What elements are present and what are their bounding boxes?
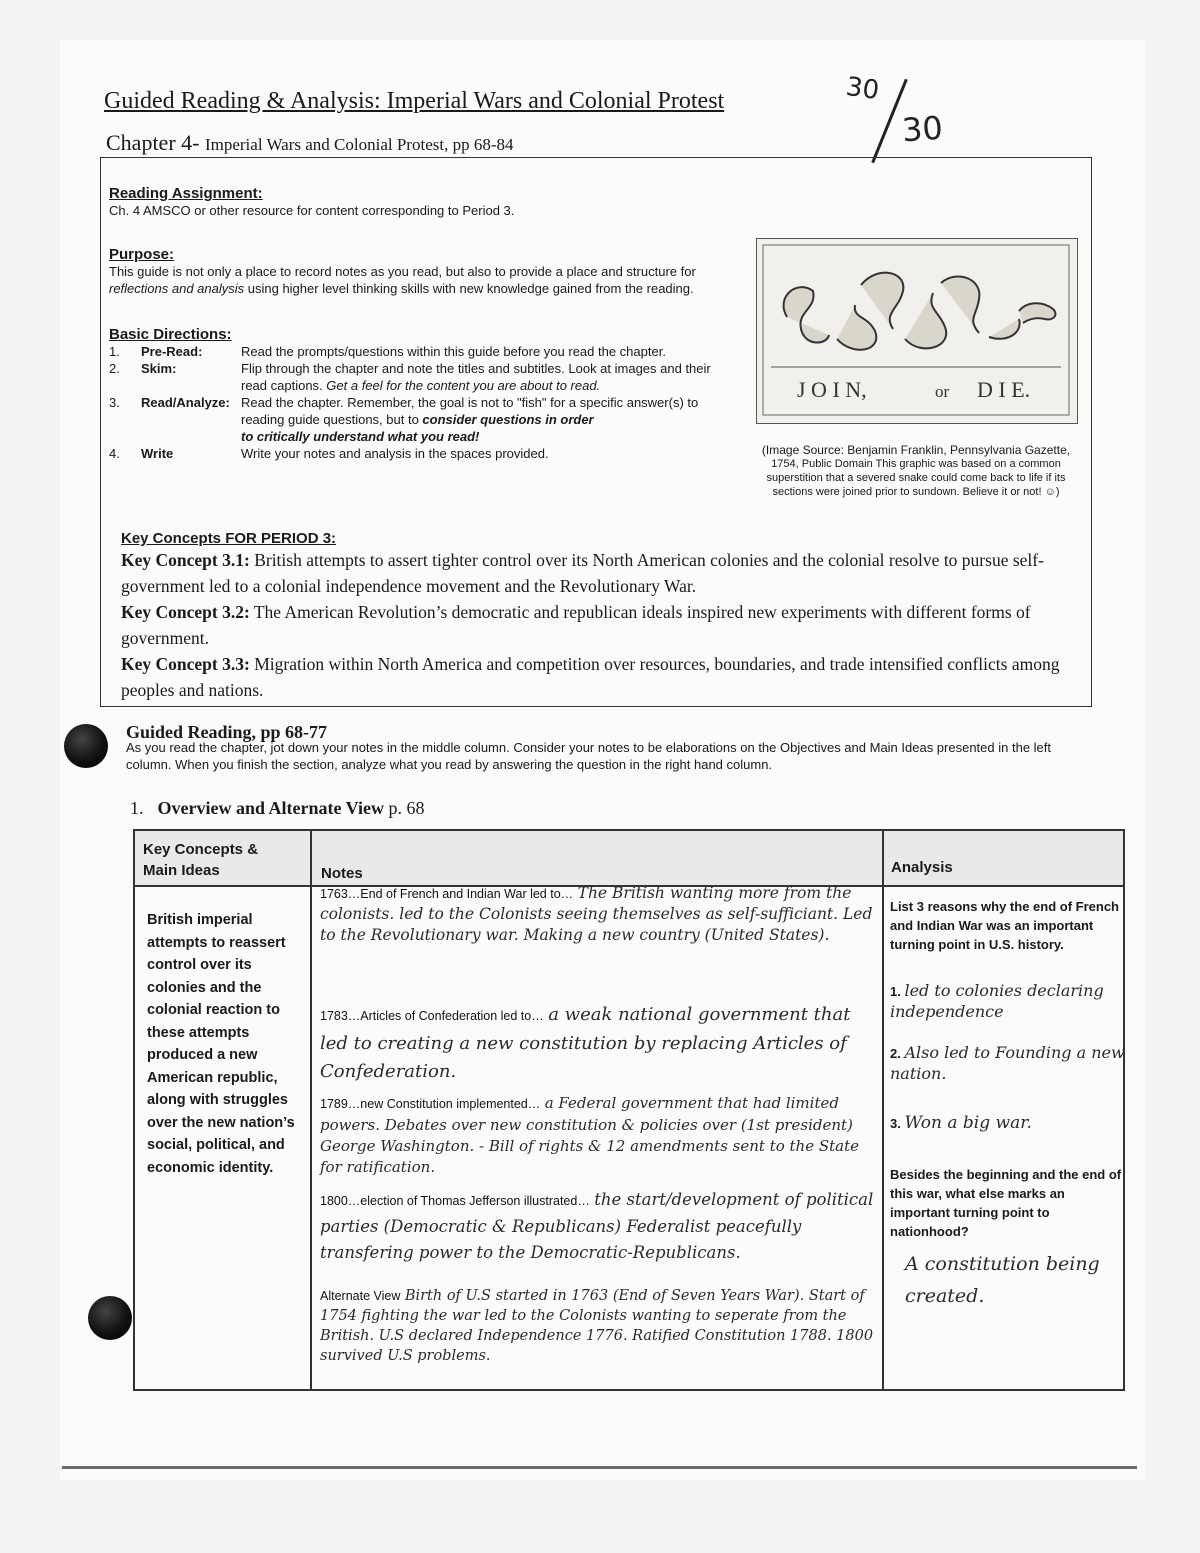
analysis-answer-3[interactable] xyxy=(890,1113,1125,1134)
note-prompt: 1789…new Constitution implemented… xyxy=(320,1097,541,1111)
chapter-lead: Chapter 4- xyxy=(106,130,200,155)
analysis-answer-4[interactable] xyxy=(905,1249,1115,1313)
analysis-answer-2[interactable] xyxy=(890,1043,1125,1085)
motto-join: J O I N, xyxy=(797,377,867,402)
snake-segments xyxy=(784,273,1056,350)
direction-number: 1. xyxy=(109,344,120,359)
caption-line: 1754, Public Domain This graphic was based on a common xyxy=(771,458,1061,470)
purpose-line-2-rest: using higher level thinking skills with new knowledge gained from the reading. xyxy=(244,281,694,296)
caption-line: superstition that a severed snake could come back to life if its xyxy=(766,472,1066,484)
direction-text-line: Read the chapter. Remember, the goal is not to "fish" for a specific answer(s) to xyxy=(241,395,699,410)
handwritten-note: a weak national government that led to creating a new constitution by replacing Articles of Confederation. xyxy=(320,1004,851,1082)
score-numerator: 30 xyxy=(844,71,882,107)
purpose-heading: Purpose: xyxy=(109,246,175,263)
key-concept-item xyxy=(121,547,1071,599)
key-concept-label: Key Concept 3.1: xyxy=(121,550,250,570)
key-concept-label: Key Concept 3.3: xyxy=(121,654,250,674)
motto-or: or xyxy=(935,382,950,401)
note-1789[interactable] xyxy=(320,1093,880,1178)
handwritten-note: Birth of U.S started in 1763 (End of Seven Years War). Start of 1754 fighting the war led to the Colonists wanting to seperate from the British. U.S declared Independence 1776. Ratified Constitution 1788. 1800 survived U.S problems. xyxy=(320,1288,874,1364)
guided-reading-heading: Guided Reading, pp 68-77 xyxy=(126,722,328,742)
instructions-box xyxy=(100,157,1092,707)
key-concept-item xyxy=(121,599,1071,651)
direction-text: Read the prompts/questions within this guide before you read the chapter. xyxy=(241,344,666,359)
direction-text xyxy=(241,394,749,445)
reading-assignment-heading: Reading Assignment: xyxy=(109,185,263,202)
direction-key: Write xyxy=(141,446,174,461)
analysis-question-2: Besides the beginning and the end of this war, what else marks an important turning point to nationhood? xyxy=(890,1167,1122,1239)
direction-number: 2. xyxy=(109,361,120,376)
main-idea-cell: British imperial attempts to reassert control over its colonies and the colonial reaction to these attempts produced a new American republic, along with struggles over the new nation’s social, political, and economic identity. xyxy=(147,912,295,1176)
analysis-question-1: List 3 reasons why the end of French and Indian War was an important turning point in U.S. history. xyxy=(890,899,1119,952)
column-divider xyxy=(310,831,312,1389)
section-heading xyxy=(130,798,424,819)
handwritten-answer: Also led to Founding a new nation. xyxy=(890,1043,1125,1083)
direction-item xyxy=(109,360,749,394)
chapter-subtitle xyxy=(106,130,513,156)
answer-number: 2. xyxy=(890,1046,901,1061)
score-denominator: 30 xyxy=(900,108,944,150)
chapter-rest: Imperial Wars and Colonial Protest, pp 68-84 xyxy=(204,135,514,154)
section-pages: p. 68 xyxy=(388,798,425,818)
image-caption xyxy=(756,443,1076,499)
direction-item xyxy=(109,343,749,360)
purpose-line-2 xyxy=(109,280,729,297)
key-concepts-section xyxy=(121,530,1071,703)
direction-number: 4. xyxy=(109,446,120,461)
page-edge xyxy=(62,1466,1137,1469)
column-divider xyxy=(882,831,884,1389)
handwritten-answer: A constitution being created. xyxy=(905,1253,1100,1307)
handwritten-score xyxy=(840,70,980,170)
header-analysis: Analysis xyxy=(891,859,953,876)
basic-directions xyxy=(109,326,749,462)
guided-reading-intro: As you read the chapter, jot down your notes in the middle column. Consider your notes to be elaborations on the Objectives and Main Ideas presented in the left column. When you finish the section, analyze what you read by answering the question in the right hand column. xyxy=(126,740,1051,772)
snake-illustration xyxy=(757,239,1075,421)
handwritten-answer: Won a big war. xyxy=(904,1113,1032,1133)
note-alternate-view[interactable] xyxy=(320,1286,880,1366)
handwritten-answer: led to colonies declaring independence xyxy=(890,981,1104,1021)
direction-key: Read/Analyze: xyxy=(141,395,230,410)
analysis-answer-1[interactable] xyxy=(890,981,1125,1023)
direction-emphasis: consider questions in order xyxy=(422,412,594,427)
caption-line: (Image Source: Benjamin Franklin, Pennsylvania Gazette, xyxy=(761,443,1071,457)
note-1783[interactable] xyxy=(320,1001,880,1086)
key-concept-text: The American Revolution’s democratic and republican ideals inspired new experiments with different forms of government. xyxy=(121,602,1031,648)
note-1763[interactable] xyxy=(320,883,880,946)
motto-die: D I E. xyxy=(977,377,1031,402)
reading-assignment xyxy=(109,185,709,219)
binder-hole-top xyxy=(64,724,108,768)
answer-number: 1. xyxy=(890,984,901,999)
direction-text-line: Flip through the chapter and note the titles and subtitles. Look at images and their xyxy=(241,361,711,376)
notes-table xyxy=(133,829,1125,1391)
key-concept-text: British attempts to assert tighter control over its North American colonies and the colonial resolve to pursue self-government led to a colonial independence movement and the Revolutionary War. xyxy=(121,550,1044,596)
worksheet-title: Guided Reading & Analysis: Imperial Wars and Colonial Protest xyxy=(104,88,725,114)
handwritten-note: The British wanting more from the colonists. led to the Colonists seeing themselves as self-sufficiant. Led to the Revolutionary war. Making a new country (United States). xyxy=(320,884,873,944)
direction-emphasis: to critically understand what you read! xyxy=(241,429,480,444)
header-key-concepts xyxy=(143,839,258,881)
caption-line: sections were joined prior to sundown. Believe it or not! ☺) xyxy=(772,486,1060,498)
note-prompt: Alternate View xyxy=(320,1289,401,1303)
note-prompt: 1800…election of Thomas Jefferson illustrated… xyxy=(320,1194,590,1208)
basic-directions-heading: Basic Directions: xyxy=(109,326,232,343)
key-concept-text: Migration within North America and competition over resources, boundaries, and trade intensified conflicts among peoples and nations. xyxy=(121,654,1060,700)
reading-assignment-text: Ch. 4 AMSCO or other resource for content corresponding to Period 3. xyxy=(109,203,515,218)
note-prompt: 1783…Articles of Confederation led to… xyxy=(320,1009,544,1023)
direction-text: Write your notes and analysis in the spaces provided. xyxy=(241,446,549,461)
key-concepts-heading: Key Concepts FOR PERIOD 3: xyxy=(121,530,337,547)
join-or-die-image xyxy=(756,238,1078,424)
header-key-line: Main Ideas xyxy=(143,862,220,879)
direction-text xyxy=(241,360,749,394)
direction-item xyxy=(109,394,749,445)
answer-number: 3. xyxy=(890,1116,901,1131)
handwritten-note: the start/development of political parties (Democratic & Republicans) Federalist peacefully transfering power to the Democratic-Republicans. xyxy=(320,1190,874,1262)
direction-number: 3. xyxy=(109,395,120,410)
direction-text-line: read captions. xyxy=(241,378,327,393)
purpose-emphasis: reflections and analysis xyxy=(109,281,245,296)
direction-text-line: reading guide questions, but to xyxy=(241,412,423,427)
header-notes: Notes xyxy=(321,865,363,882)
section-title: Overview and Alternate View xyxy=(157,798,384,818)
note-1800[interactable] xyxy=(320,1187,880,1266)
direction-key: Skim: xyxy=(141,361,177,376)
purpose-line-1: This guide is not only a place to record notes as you read, but also to provide a place and structure for xyxy=(109,264,696,279)
key-concept-item xyxy=(121,651,1071,703)
direction-emphasis: Get a feel for the content you are about to read. xyxy=(326,378,601,393)
direction-key: Pre-Read: xyxy=(141,344,203,359)
header-key-line: Key Concepts & xyxy=(143,841,259,858)
purpose-section xyxy=(109,246,729,297)
table-header-row xyxy=(135,831,1123,887)
note-prompt: 1763…End of French and Indian War led to… xyxy=(320,887,574,901)
handwritten-note: a Federal government that had limited powers. Debates over new constitution & policies over (1st president) George Washington. - Bill of rights & 12 amendments sent to the State for ratification. xyxy=(320,1094,860,1176)
direction-item xyxy=(109,445,749,462)
binder-hole-bottom xyxy=(88,1296,132,1340)
key-concept-label: Key Concept 3.2: xyxy=(121,602,250,622)
section-number: 1. xyxy=(130,798,144,818)
